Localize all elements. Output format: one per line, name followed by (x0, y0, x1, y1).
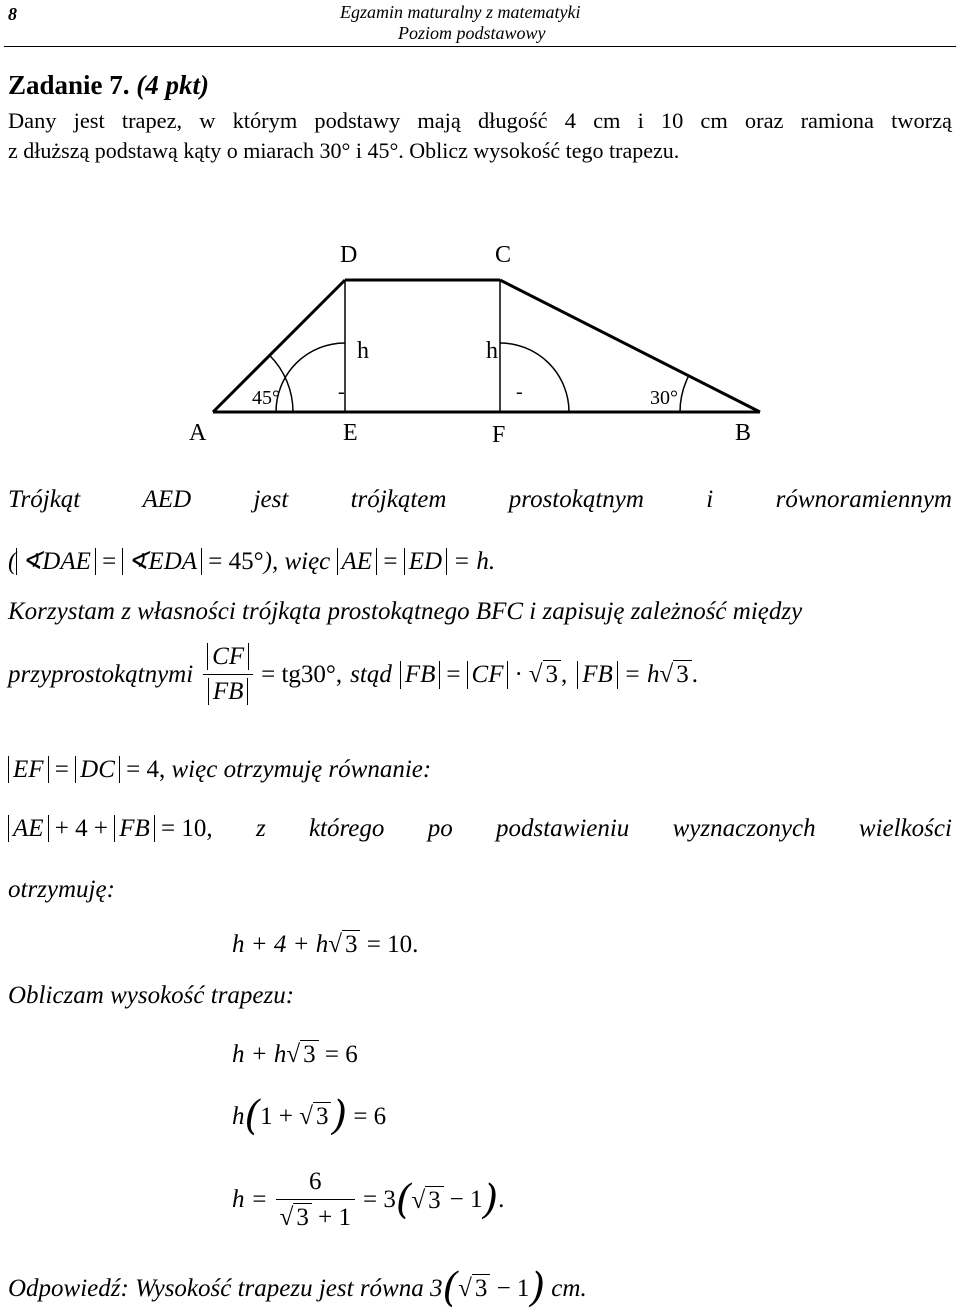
radicand: 3 (425, 1186, 444, 1215)
label-F: F (492, 422, 506, 448)
equals: = (54, 756, 69, 783)
fraction-denominator: √ 3 + 1 (279, 1204, 351, 1231)
task-statement-line1: Dany jest trapez, w którym podstawy mają długość 4 cm i 10 cm oraz ramiona tworzą (8, 108, 952, 133)
word: prostokątnym (508, 486, 644, 513)
eq1-left: h + 4 + h (232, 931, 329, 958)
segment-ED: ED (404, 548, 447, 575)
solution-line6 (8, 815, 952, 843)
period: . (691, 660, 698, 688)
leg-CB (500, 280, 760, 412)
segment-EF: EF (8, 756, 49, 783)
radicand: 3 (342, 930, 361, 959)
paren-open: ( (442, 1265, 459, 1311)
segment-FB: FB (577, 661, 618, 689)
sqrt-3: √ 3 (458, 1274, 490, 1303)
radicand: 3 (293, 1203, 312, 1232)
label-h1: h (357, 338, 369, 364)
stad: stąd (350, 660, 392, 688)
word: Trójkąt (8, 486, 81, 513)
equals: = (102, 548, 117, 575)
line5-text: więc otrzymuję równanie: (171, 756, 432, 783)
paren-open: ( (395, 1177, 412, 1223)
task-points: (4 pkt) (136, 70, 210, 100)
word: równoramiennym (775, 486, 952, 513)
sqrt-3: √ 3 (299, 1102, 331, 1131)
solution-line2 (8, 546, 495, 576)
minus-1: − 1 (449, 1186, 483, 1213)
paren-open: ( (8, 548, 17, 575)
segment-DC: DC (75, 756, 120, 783)
sqrt-3: √ 3 (411, 1186, 443, 1215)
header-rule (4, 46, 956, 47)
answer-text: Odpowiedź: Wysokość trapezu jest równa 3 (8, 1275, 443, 1302)
line4-text: przyprostokątnymi (8, 660, 194, 688)
word: wielkości (858, 815, 952, 842)
angle-arc-30 (680, 376, 689, 412)
sqrt-3: √ 3 (286, 1040, 318, 1069)
sqrt-3: √ 3 (328, 930, 360, 959)
segment-FB: FB (114, 815, 155, 842)
solution-line4 (8, 643, 698, 706)
word: i (706, 486, 714, 513)
sqrt-3: √ 3 (659, 660, 691, 689)
line6-equation (8, 815, 213, 843)
equals-3: = 3 (362, 1186, 396, 1213)
angle-DAE: ∢DAE (16, 548, 96, 575)
equals: = (446, 660, 461, 688)
angle-label-30: 30° (650, 387, 678, 409)
label-A: A (189, 420, 207, 446)
right-mark-E: - (338, 381, 345, 403)
radicand: 3 (472, 1274, 491, 1303)
segment-AE: AE (8, 815, 49, 842)
solution-line8: Obliczam wysokość trapezu: (8, 982, 295, 1009)
angle-EDA: ∢EDA (122, 548, 202, 575)
paren-close: ) (529, 1265, 546, 1311)
word: wyznaczonych (672, 815, 816, 842)
word: którego (308, 815, 385, 842)
radicand: 3 (313, 1102, 332, 1131)
word: trójkątem (350, 486, 447, 513)
right-angle-arc-E (276, 343, 345, 412)
task-title: Zadanie 7. (8, 70, 130, 100)
fraction-numerator: CF (207, 643, 249, 670)
solution-line5 (8, 756, 431, 784)
fraction-CF-FB (203, 643, 253, 706)
label-C: C (495, 242, 512, 268)
fraction-numerator: 6 (276, 1168, 355, 1200)
header-line1: Egzamin maturalny z matematyki (340, 2, 581, 22)
page-number: 8 (8, 4, 17, 24)
eq2-left: h + h (232, 1041, 287, 1068)
equals-h: = h (623, 660, 660, 688)
word: jest (253, 486, 289, 513)
radicand: 3 (543, 660, 562, 689)
paren-close: ) (331, 1093, 348, 1139)
word: z (255, 815, 266, 842)
answer (8, 1265, 587, 1311)
plus-4-plus: + 4 + (54, 815, 108, 842)
solution-line3: Korzystam z własności trójkąta prostokątnego BFC i zapisuję zależność między (8, 598, 803, 625)
radicand: 3 (300, 1040, 319, 1069)
fraction-6 (276, 1168, 355, 1232)
period: . (498, 1186, 505, 1213)
label-h2: h (486, 338, 498, 364)
line2-text: ), więc (263, 548, 331, 575)
times: · (514, 660, 523, 688)
segment-AE: AE (337, 548, 378, 575)
label-B: B (735, 420, 752, 446)
plus-1: + 1 (318, 1204, 351, 1231)
equation-4 (232, 1168, 504, 1232)
word: podstawieniu (495, 815, 630, 842)
comma: , (561, 660, 568, 688)
radicand: 3 (673, 660, 692, 689)
solution-line7: otrzymuję: (8, 876, 115, 903)
eq2-right: = 6 (324, 1041, 358, 1068)
segment-FB: FB (400, 661, 441, 689)
trapezoid-figure (0, 230, 960, 460)
word: po (427, 815, 453, 842)
paren-open: ( (244, 1093, 261, 1139)
equals-10: = 10, (161, 815, 213, 842)
sqrt-3: √ 3 (529, 660, 561, 689)
right-angle-arc-F (500, 343, 569, 412)
right-mark-F: - (516, 381, 523, 403)
segment-CF: CF (467, 661, 509, 689)
paren-close: ) (482, 1177, 499, 1223)
answer-unit: cm. (551, 1275, 587, 1302)
fraction-denominator: FB (208, 678, 249, 705)
eq3-right: = 6 (353, 1103, 387, 1130)
eq4-h: h = (232, 1186, 268, 1213)
angle-label-45: 45° (252, 387, 280, 409)
eq3-h: h (232, 1103, 245, 1130)
equals-45: = 45° (208, 548, 264, 575)
equation-2 (232, 1040, 358, 1069)
solution-line1 (8, 486, 952, 514)
tg30: = tg30°, (261, 660, 343, 688)
header-line2: Poziom podstawowy (398, 23, 546, 43)
minus-1: − 1 (496, 1275, 530, 1302)
equals: = (383, 548, 398, 575)
equals-4: = 4, (126, 756, 166, 783)
task-statement-line2: z dłuższą podstawą kąty o miarach 30° i 45°. Oblicz wysokość tego trapezu. (8, 138, 680, 163)
label-E: E (343, 420, 358, 446)
eq3-inner: 1 + (260, 1103, 293, 1130)
eq1-right: = 10. (366, 931, 419, 958)
word: AED (142, 486, 192, 513)
task-heading (8, 70, 209, 101)
equation-1 (232, 930, 418, 959)
equals-h: = h. (453, 548, 496, 575)
label-D: D (340, 242, 358, 268)
equation-3 (232, 1093, 387, 1139)
